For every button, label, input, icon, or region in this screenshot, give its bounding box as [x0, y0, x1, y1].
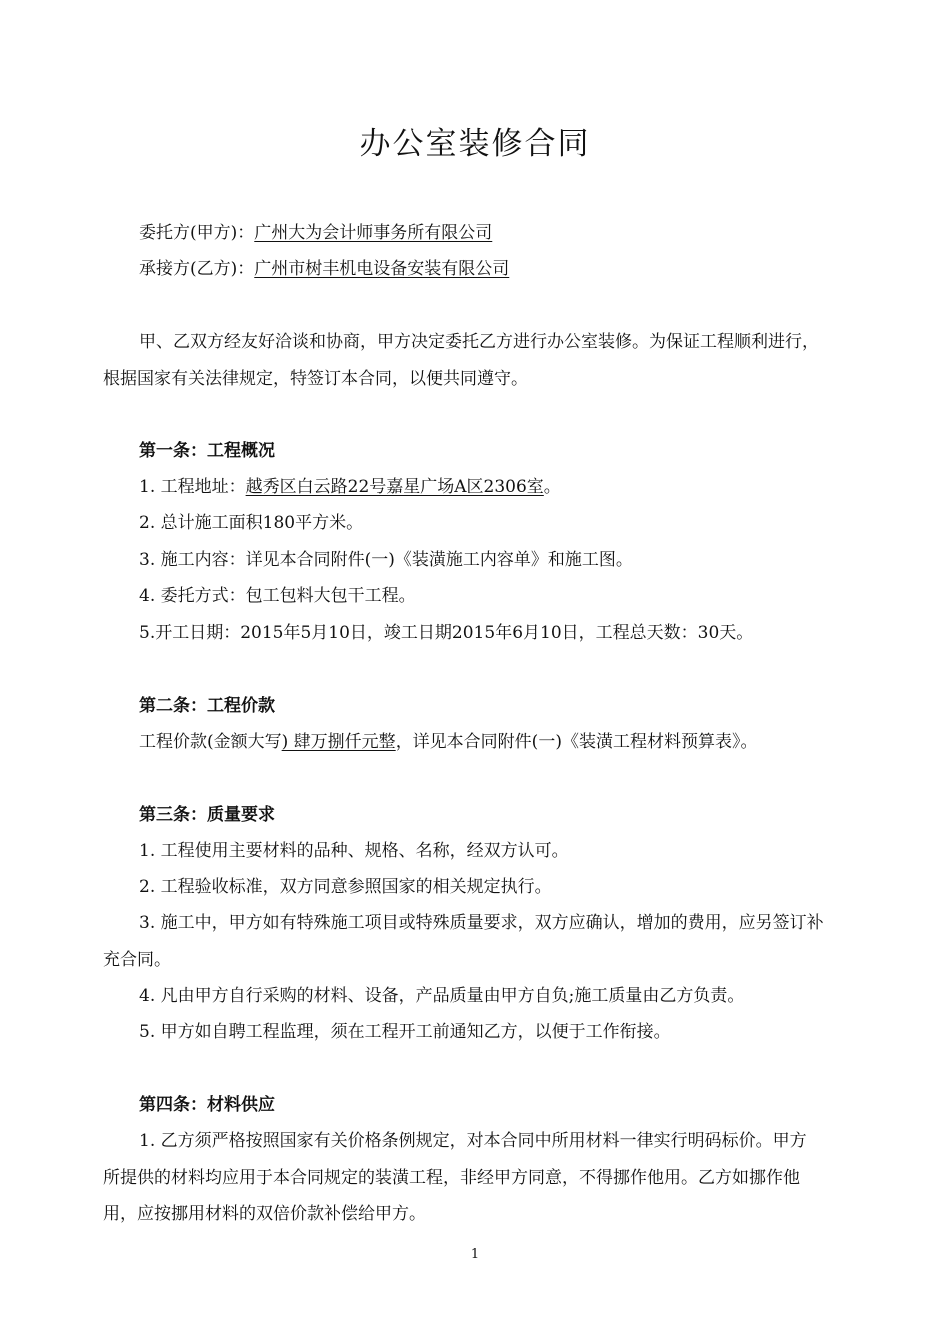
- article-1-heading: 第一条：工程概况: [139, 441, 275, 461]
- article-3-item-5: 5. 甲方如自聘工程监理，须在工程开工前通知乙方，以便于工作衔接。: [139, 1022, 671, 1042]
- project-address: 越秀区白云路22号嘉星广场A区2306室: [245, 477, 544, 497]
- client-party-line: [103, 215, 915, 251]
- article-1-item-5: 5.开工日期：2015年5月10日，竣工日期2015年6月10日，工程总天数：30天。: [139, 623, 754, 643]
- article-4-item-1-line-3: 用，应按挪用材料的双倍价款补偿给甲方。: [103, 1204, 426, 1224]
- article-4-item-1-line-1: 1. 乙方须严格按照国家有关价格条例规定，对本合同中所用材料一律实行明码标价。甲方: [139, 1131, 807, 1151]
- article-4-item-1-line-2: 所提供的材料均应用于本合同规定的装潢工程，非经甲方同意，不得挪作他用。乙方如挪作他: [103, 1168, 800, 1188]
- article-3-heading: 第三条：质量要求: [139, 805, 275, 825]
- contractor-name: 广州市树丰机电设备安装有限公司: [254, 259, 510, 279]
- price-amount: ) 肆万捌仟元整: [281, 732, 396, 752]
- page-number: 1: [470, 1247, 480, 1262]
- article-1-item-2: 2. 总计施工面积180平方米。: [139, 513, 364, 533]
- article-1-item-3: 3. 施工内容：详见本合同附件(一)《装潢施工内容单》和施工图。: [139, 550, 633, 570]
- article-3-item-3-line-2: 充合同。: [103, 950, 171, 970]
- article-2-heading: 第二条：工程价款: [139, 696, 275, 716]
- contractor-label: 承接方(乙方)：: [139, 259, 255, 279]
- document-title: 办公室装修合同: [359, 126, 591, 162]
- contractor-party-line: [103, 251, 915, 287]
- article-3-item-3-line-1: 3. 施工中，甲方如有特殊施工项目或特殊质量要求，双方应确认，增加的费用，应另签订补: [139, 913, 824, 933]
- preamble-line-1: 甲、乙双方经友好洽谈和协商，甲方决定委托乙方进行办公室装修。为保证工程顺利进行，: [139, 332, 819, 352]
- article-2-text: [103, 724, 915, 760]
- client-name: 广州大为会计师事务所有限公司: [254, 223, 493, 243]
- article-1-item-1: [103, 469, 915, 505]
- client-label: 委托方(甲方)：: [139, 223, 255, 243]
- price-prefix: 工程价款(金额大写: [139, 732, 282, 752]
- preamble-line-2: 根据国家有关法律规定，特签订本合同，以便共同遵守。: [103, 369, 528, 389]
- item-prefix: 1. 工程地址：: [139, 477, 246, 497]
- item-suffix: 。: [543, 477, 561, 497]
- article-3-item-1: 1. 工程使用主要材料的品种、规格、名称，经双方认可。: [139, 841, 569, 861]
- article-1-item-4: 4. 委托方式：包工包料大包干工程。: [139, 586, 416, 606]
- article-3-item-4: 4. 凡由甲方自行采购的材料、设备，产品质量由甲方自负;施工质量由乙方负责。: [139, 986, 745, 1006]
- price-suffix: ，详见本合同附件(一)《装潢工程材料预算表》。: [395, 732, 758, 752]
- article-3-item-2: 2. 工程验收标准，双方同意参照国家的相关规定执行。: [139, 877, 552, 897]
- article-4-heading: 第四条：材料供应: [139, 1095, 275, 1115]
